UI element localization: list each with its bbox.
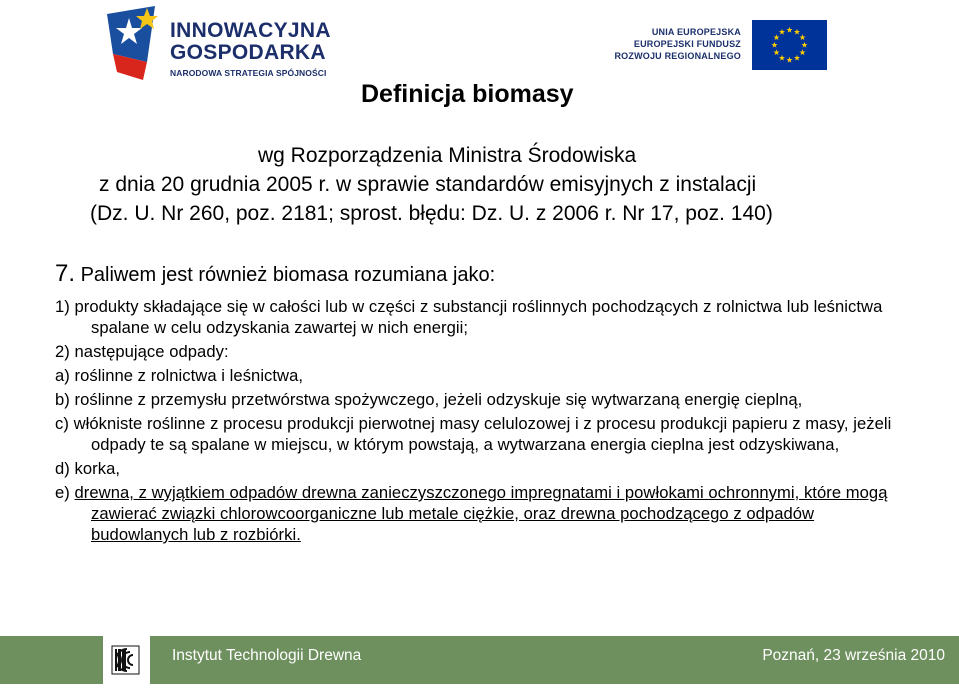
footer-institution: Instytut Technologii Drewna bbox=[172, 647, 362, 664]
innowacyjna-gospodarka-wordmark bbox=[170, 20, 331, 79]
itd-logo-icon bbox=[103, 636, 150, 684]
eu-flag-icon bbox=[752, 20, 827, 70]
definition-list bbox=[55, 296, 915, 548]
list-item-e bbox=[55, 482, 915, 545]
list-item-d: d) korka, bbox=[55, 459, 121, 478]
list-item-e-label: e) bbox=[55, 483, 70, 502]
intro-number: 7. bbox=[55, 260, 76, 287]
slide-title: Definicja biomasy bbox=[361, 80, 574, 108]
footer-date: Poznań, 23 września 2010 bbox=[762, 647, 945, 664]
subtitle-line-reference: (Dz. U. Nr 260, poz. 2181; sprost. błędu: Dz. U. z 2006 r. Nr 17, poz. 140) bbox=[90, 202, 773, 225]
logo-line-strategia: NARODOWA STRATEGIA SPÓJNOŚCI bbox=[170, 68, 327, 78]
innowacyjna-gospodarka-emblem-icon bbox=[103, 6, 163, 80]
logo-line-gospodarka: GOSPODARKA bbox=[170, 41, 326, 64]
list-item-a: a) roślinne z rolnictwa i leśnictwa, bbox=[55, 366, 304, 385]
list-item-2: 2) następujące odpady: bbox=[55, 342, 229, 361]
eu-line-fundusz: EUROPEJSKI FUNDUSZ bbox=[633, 39, 741, 49]
list-item-c: c) włókniste roślinne z procesu produkcji pierwotnej masy celulozowej i z procesu produkcji papieru z masy, jeżeli odpady te są spalane w miejscu, w którym powstają, a wytwarzana energia cieplna jest odzyskiwana, bbox=[55, 414, 892, 454]
list-item-1: 1) produkty składające się w całości lub w części z substancji roślinnych pochodzących z rolnictwa lub leśnictwa spalane w celu odzyskania zawartej w nich energii; bbox=[55, 297, 883, 337]
subtitle-line-date: z dnia 20 grudnia 2005 r. w sprawie standardów emisyjnych z instalacji bbox=[99, 173, 757, 196]
logo-line-innowacyjna: INNOWACYJNA bbox=[170, 19, 331, 42]
innowacyjna-gospodarka-logo bbox=[103, 0, 348, 82]
footer-bar bbox=[0, 636, 959, 684]
eu-line-unia: UNIA EUROPEJSKA bbox=[651, 27, 741, 37]
list-item-e-text: drewna, z wyjątkiem odpadów drewna zanieczyszczonego impregnatami i powłokami ochronnymi, które mogą zawierać związki chlorowcoorganiczne lub metale ciężkie, oraz drewna pochodzącego z odpadów budowlanych lub z rozbiórki. bbox=[74, 483, 888, 544]
intro-text: Paliwem jest również biomasa rozumiana jako: bbox=[80, 264, 496, 286]
eu-line-rozwoju: ROZWOJU REGIONALNEGO bbox=[614, 51, 741, 61]
subtitle-line-regulation: wg Rozporządzenia Ministra Środowiska bbox=[258, 144, 637, 167]
itd-logo bbox=[103, 636, 150, 684]
list-item-b: b) roślinne z przemysłu przetwórstwa spożywczego, jeżeli odzyskuje się wytwarzaną energię cieplną, bbox=[55, 390, 803, 409]
eu-fund-wordmark bbox=[614, 26, 741, 62]
intro-line bbox=[55, 261, 495, 288]
eu-fund-logo bbox=[612, 14, 827, 70]
